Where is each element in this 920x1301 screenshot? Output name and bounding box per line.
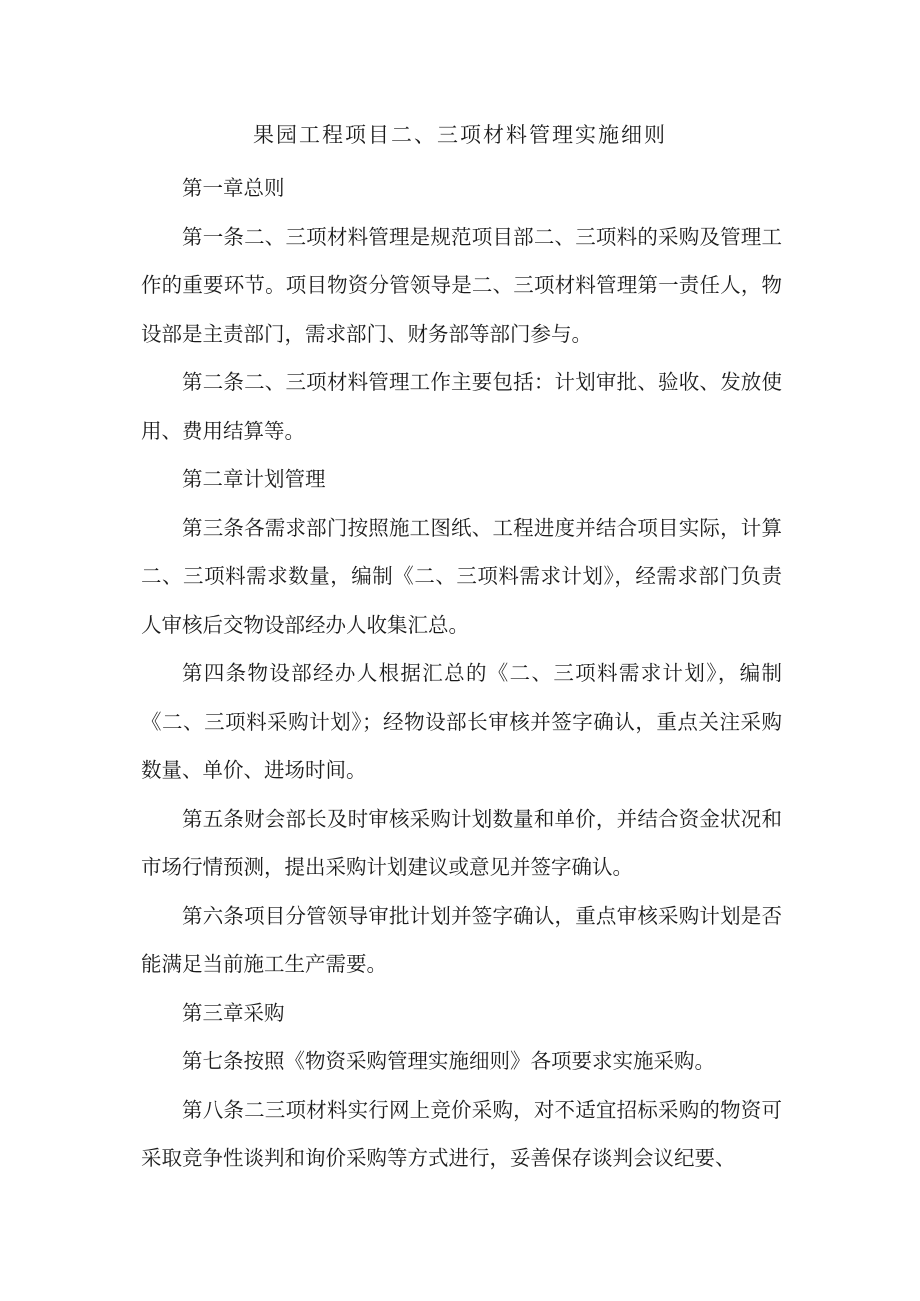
chapter-heading: 第一章总则: [182, 176, 285, 200]
article-paragraph: 第三条各需求部门按照施工图纸、工程进度并结合项目实际，计算二、三项料需求数量，编制《二、三项料需求计划》，经需求部门负责人审核后交物设部经办人收集汇总。: [141, 515, 782, 637]
chapter-heading: 第二章计划管理: [182, 467, 326, 491]
article-paragraph: 第五条财会部长及时审核采购计划数量和单价，并结合资金状况和市场行情预测，提出采购计划建议或意见并签字确认。: [141, 806, 782, 879]
article-paragraph: 第八条二三项材料实行网上竞价采购，对不适宜招标采购的物资可采取竞争性谈判和询价采购等方式进行，妥善保存谈判会议纪要、: [141, 1097, 782, 1170]
article-paragraph: 第七条按照《物资采购管理实施细则》各项要求实施采购。: [182, 1049, 715, 1073]
article-paragraph: 第六条项目分管领导审批计划并签字确认，重点审核采购计划是否能满足当前施工生产需要。: [141, 903, 782, 976]
article-paragraph: 第二条二、三项材料管理工作主要包括：计划审批、验收、发放使用、费用结算等。: [141, 370, 782, 443]
document-body: [141, 164, 782, 1183]
article-paragraph: 第四条物设部经办人根据汇总的《二、三项料需求计划》，编制《二、三项料采购计划》；经物设部长审核并签字确认，重点关注采购数量、单价、进场时间。: [141, 661, 782, 782]
article-paragraph: 第一条二、三项材料管理是规范项目部二、三项料的采购及管理工作的重要环节。项目物资分管领导是二、三项材料管理第一责任人，物设部是主责部门，需求部门、财务部等部门参与。: [141, 224, 782, 346]
document-title: 果园工程项目二、三项材料管理实施细则: [253, 123, 667, 147]
chapter-heading: 第三章采购: [182, 1000, 285, 1025]
